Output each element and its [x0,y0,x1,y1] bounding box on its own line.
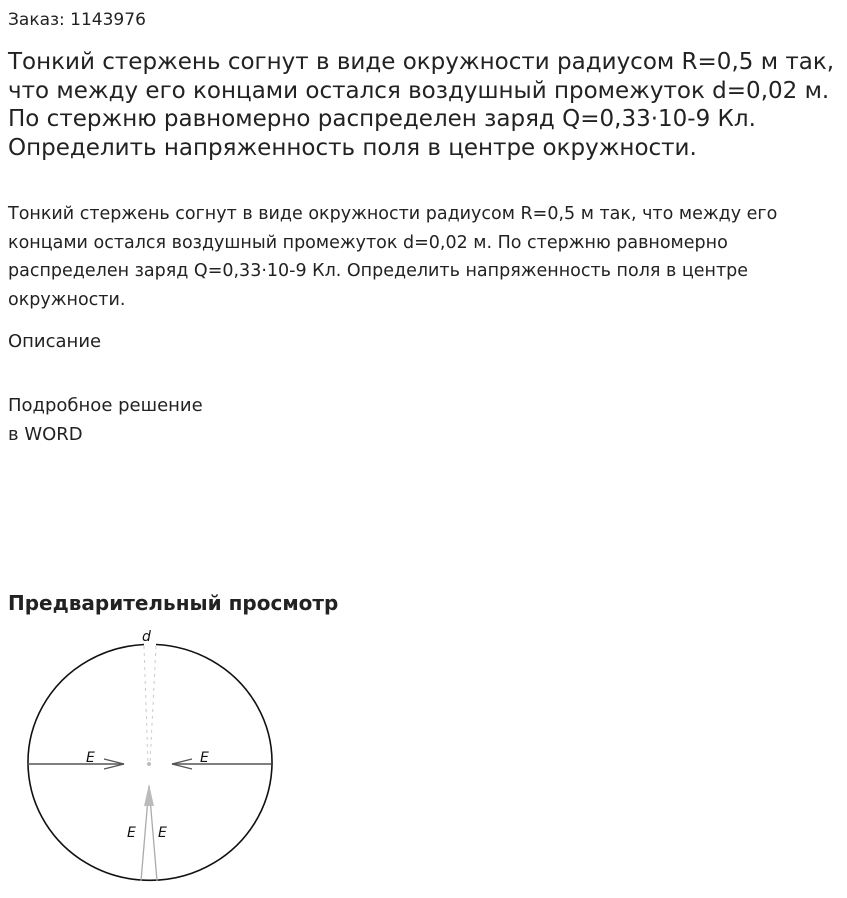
ring-diagram [20,624,280,888]
description-line-1: Подробное решение [8,395,203,416]
gap-line-left [144,646,148,764]
arrow-bottom-head [144,784,154,806]
description-body [8,392,203,449]
gap-label: d [142,629,151,645]
description-line-2: в WORD [8,423,83,445]
preview-figure [20,624,280,888]
problem-text: Тонкий стержень согнут в виде окружности радиусом R=0,5 м так, что между его концами остался воздушный промежуток d=0,02 м. По стержню равномерно распределен заряд Q=0,33·10-9 Кл. Определить напряженность поля в центре окружности. [8,204,778,310]
description-label: Описание [8,331,102,352]
preview-heading: Предварительный просмотр [8,591,339,615]
gap-line-right [150,646,156,764]
ring-center [147,762,151,766]
field-label-bottom-left: E [127,825,136,841]
order-number: Заказ: 1143976 [8,10,146,30]
field-label-left: E [86,750,95,766]
field-label-bottom-right: E [158,825,167,841]
field-label-right: E [200,750,209,766]
problem-title: Тонкий стержень согнут в виде окружности радиусом R=0,5 м так, что между его концами остался воздушный промежуток d=0,02 м. По стержню равномерно распределен заряд Q=0,33·10-9 Кл. Определить напряженность поля в центре окружности. [8,49,835,161]
